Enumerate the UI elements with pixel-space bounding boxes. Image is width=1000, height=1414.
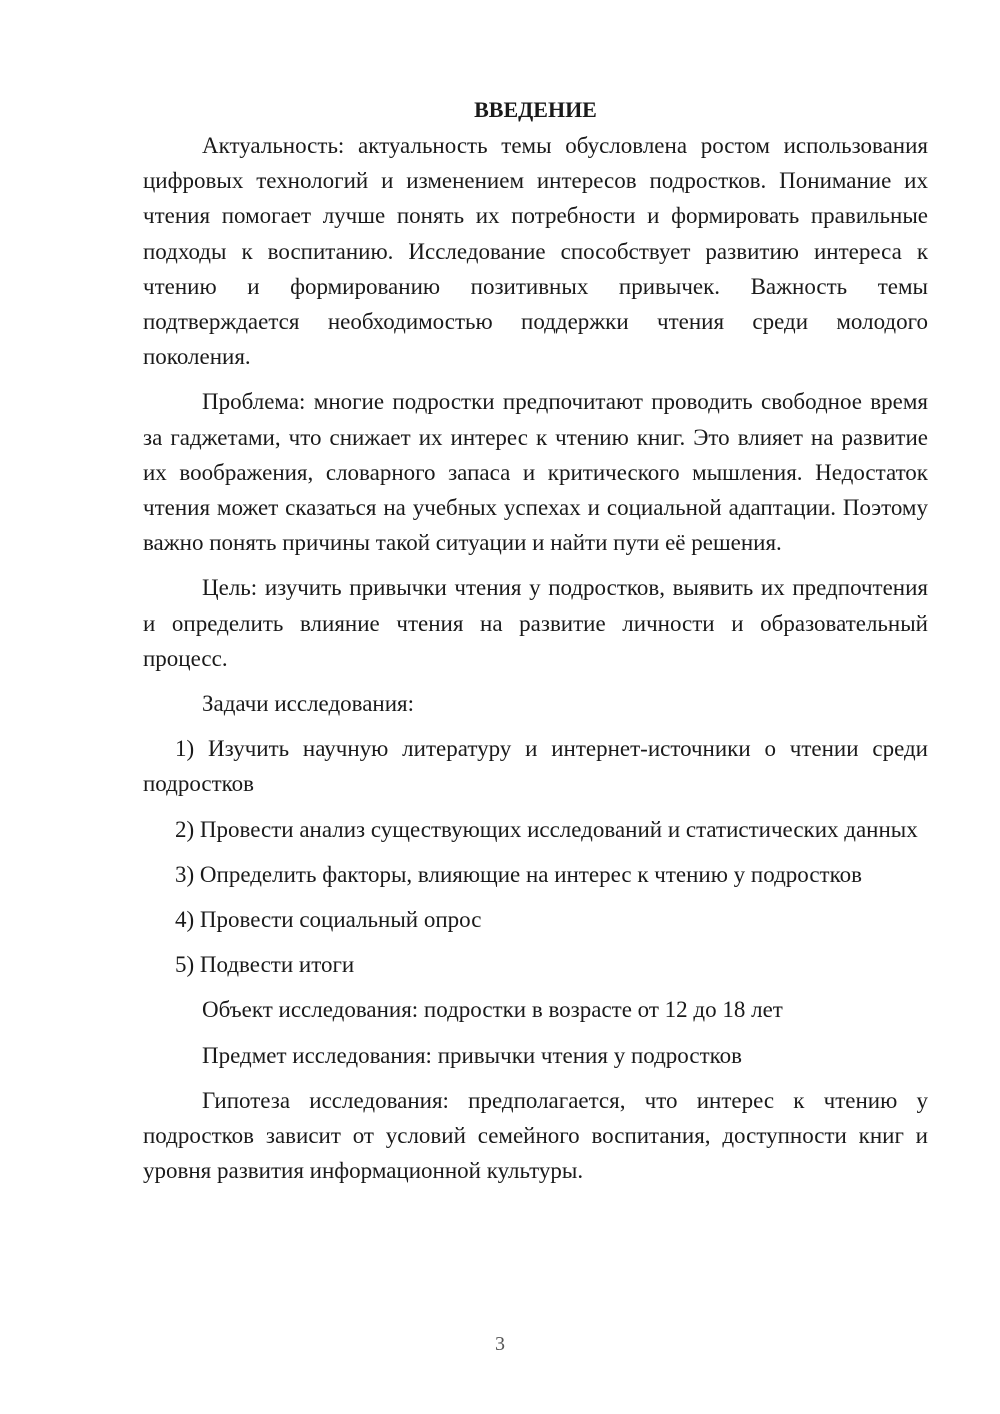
subject-paragraph: Предмет исследования: привычки чтения у подростков bbox=[202, 1042, 742, 1068]
goal-paragraph: Цель: изучить привычки чтения у подростков, выявить их предпочтения и определить влияние чтения на развитие личности и образовательный процесс. bbox=[143, 575, 928, 671]
page-number: 3 bbox=[495, 1333, 505, 1355]
tasks-heading: Задачи исследования: bbox=[202, 691, 415, 717]
task-item-1: 1) Изучить научную литературу и интернет-источники о чтении среди подростков bbox=[143, 736, 928, 797]
object-paragraph: Объект исследования: подростки в возрасте от 12 до 18 лет bbox=[202, 997, 783, 1023]
page-title: ВВЕДЕНИЕ bbox=[474, 97, 597, 122]
task-item-4: 4) Провести социальный опрос bbox=[175, 907, 482, 933]
document-body bbox=[143, 92, 928, 1198]
task-item-3: 3) Определить факторы, влияющие на интерес к чтению у подростков bbox=[175, 861, 862, 887]
hypothesis-paragraph: Гипотеза исследования: предполагается, что интерес к чтению у подростков зависит от условий семейного воспитания, доступности книг и уровня развития информационной культуры. bbox=[143, 1087, 928, 1184]
task-item-5: 5) Подвести итоги bbox=[175, 952, 355, 978]
task-item-2: 2) Провести анализ существующих исследований и статистических данных bbox=[175, 816, 918, 842]
relevance-paragraph: Актуальность: актуальность темы обусловлена ростом использования цифровых технологий и изменением интересов подростков. Понимание их чтения помогает лучше понять их потребности и формировать правильные подходы к воспитанию. Исследование способствует развитию интереса к чтению и формированию позитивных привычек. Важность темы подтверждается необходимостью поддержки чтения среди молодого поколения. bbox=[143, 133, 928, 370]
problem-paragraph: Проблема: многие подростки предпочитают проводить свободное время за гаджетами, что снижает их интерес к чтению книг. Это влияет на развитие их воображения, словарного запаса и критического мышления. Недостаток чтения может сказаться на учебных успехах и социальной адаптации. Поэтому важно понять причины такой ситуации и найти пути её решения. bbox=[143, 389, 928, 556]
